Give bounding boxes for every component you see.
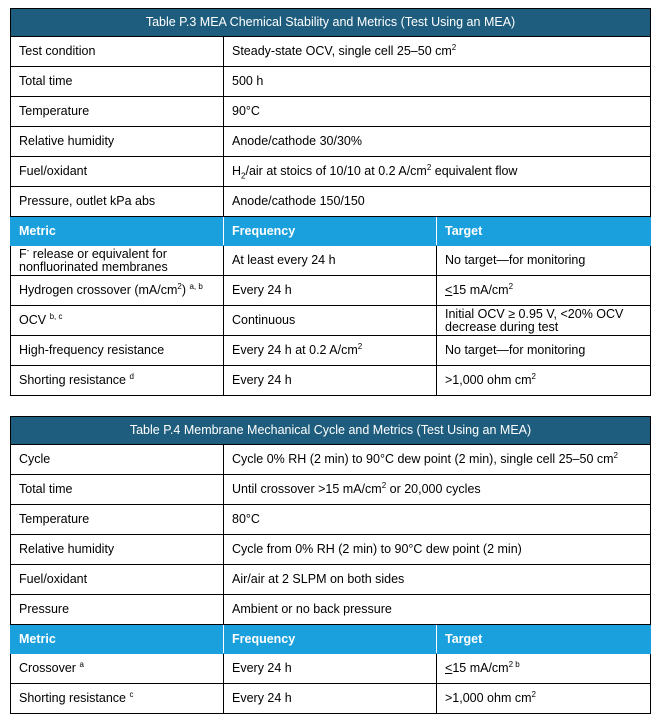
frequency-cell: Every 24 h: [224, 654, 437, 684]
target-cell: <15 $mA/cm^{2 b}$: [437, 654, 651, 684]
frequency-cell: Every 24 h: [224, 366, 437, 396]
metric-cell: Crossover $^a$: [11, 654, 224, 684]
table-row: [11, 505, 651, 535]
condition-label: Temperature: [11, 97, 224, 127]
metric-cell: High-frequency resistance: [11, 336, 224, 366]
table-caption: Table P.4 Membrane Mechanical Cycle and Metrics (Test Using an MEA): [11, 417, 651, 445]
frequency-cell: Every 24 h at 0.2 $A/cm^2$: [224, 336, 437, 366]
target-cell: No target—for monitoring: [437, 246, 651, 276]
table-row: [11, 157, 651, 187]
condition-value: 90°C: [224, 97, 651, 127]
frequency-cell: At least every 24 h: [224, 246, 437, 276]
condition-label: Fuel/oxidant: [11, 157, 224, 187]
metric-cell: Shorting resistance $^c$: [11, 684, 224, 714]
table-row: [11, 595, 651, 625]
table-row: [11, 306, 651, 336]
table-row: [11, 475, 651, 505]
table-row: [11, 246, 651, 276]
condition-label: Total time: [11, 67, 224, 97]
table-mea-chemical-stability: [10, 8, 651, 396]
header-target: Target: [437, 625, 651, 654]
header-metric: Metric: [11, 217, 224, 246]
table-row: [11, 127, 651, 157]
frequency-cell: Every 24 h: [224, 684, 437, 714]
condition-value: 500 h: [224, 67, 651, 97]
condition-value: Cycle 0% RH (2 min) to 90°C dew point (2 min), single cell 25–50 $cm^2$: [224, 445, 651, 475]
metric-cell: Shorting resistance $^d$: [11, 366, 224, 396]
table-row: [11, 187, 651, 217]
condition-label: Pressure: [11, 595, 224, 625]
header-target: Target: [437, 217, 651, 246]
header-metric: Metric: [11, 625, 224, 654]
condition-label: Cycle: [11, 445, 224, 475]
metric-cell: F- release or equivalent for nonfluorinated membranes: [11, 246, 224, 276]
table-row: [11, 565, 651, 595]
condition-value: Steady-state OCV, single cell 25–50 $cm^2$: [224, 37, 651, 67]
metric-cell: OCV $^{b, c}$: [11, 306, 224, 336]
condition-value: 80°C: [224, 505, 651, 535]
table-row: [11, 366, 651, 396]
target-cell: No target—for monitoring: [437, 336, 651, 366]
condition-value: Anode/cathode 30/30%: [224, 127, 651, 157]
table-row: [11, 336, 651, 366]
condition-label: Relative humidity: [11, 535, 224, 565]
table-row: [11, 654, 651, 684]
condition-value: Ambient or no back pressure: [224, 595, 651, 625]
header-frequency: Frequency: [224, 217, 437, 246]
condition-value: Air/air at 2 SLPM on both sides: [224, 565, 651, 595]
condition-value: Anode/cathode 150/150: [224, 187, 651, 217]
target-cell: >1,000 ohm $cm^2$: [437, 366, 651, 396]
table-header-row: [11, 625, 651, 654]
condition-label: Pressure, outlet kPa abs: [11, 187, 224, 217]
frequency-cell: Every 24 h: [224, 276, 437, 306]
table-header-row: [11, 217, 651, 246]
condition-label: Relative humidity: [11, 127, 224, 157]
condition-value: Cycle from 0% RH (2 min) to 90°C dew point (2 min): [224, 535, 651, 565]
table-caption: Table P.3 MEA Chemical Stability and Metrics (Test Using an MEA): [11, 9, 651, 37]
condition-value: $H_2$/air at stoics of 10/10 at 0.2 $A/cm^2$ equivalent flow: [224, 157, 651, 187]
metric-cell: Hydrogen crossover $(mA/cm^2)$ $^{a, b}$: [11, 276, 224, 306]
table-row: [11, 276, 651, 306]
condition-value: Until crossover >15 $mA/cm^2$ or 20,000 cycles: [224, 475, 651, 505]
target-cell: >1,000 ohm $cm^2$: [437, 684, 651, 714]
target-cell: <15 $mA/cm^2$: [437, 276, 651, 306]
table-row: [11, 37, 651, 67]
condition-label: Test condition: [11, 37, 224, 67]
table-membrane-mechanical-cycle: [10, 416, 651, 714]
table-row: [11, 67, 651, 97]
header-frequency: Frequency: [224, 625, 437, 654]
table-row: [11, 445, 651, 475]
target-cell: Initial OCV ≥ 0.95 V, <20% OCV decrease during test: [437, 306, 651, 336]
condition-label: Total time: [11, 475, 224, 505]
condition-label: Fuel/oxidant: [11, 565, 224, 595]
table-row: [11, 684, 651, 714]
condition-label: Temperature: [11, 505, 224, 535]
frequency-cell: Continuous: [224, 306, 437, 336]
table-row: [11, 97, 651, 127]
table-row: [11, 535, 651, 565]
